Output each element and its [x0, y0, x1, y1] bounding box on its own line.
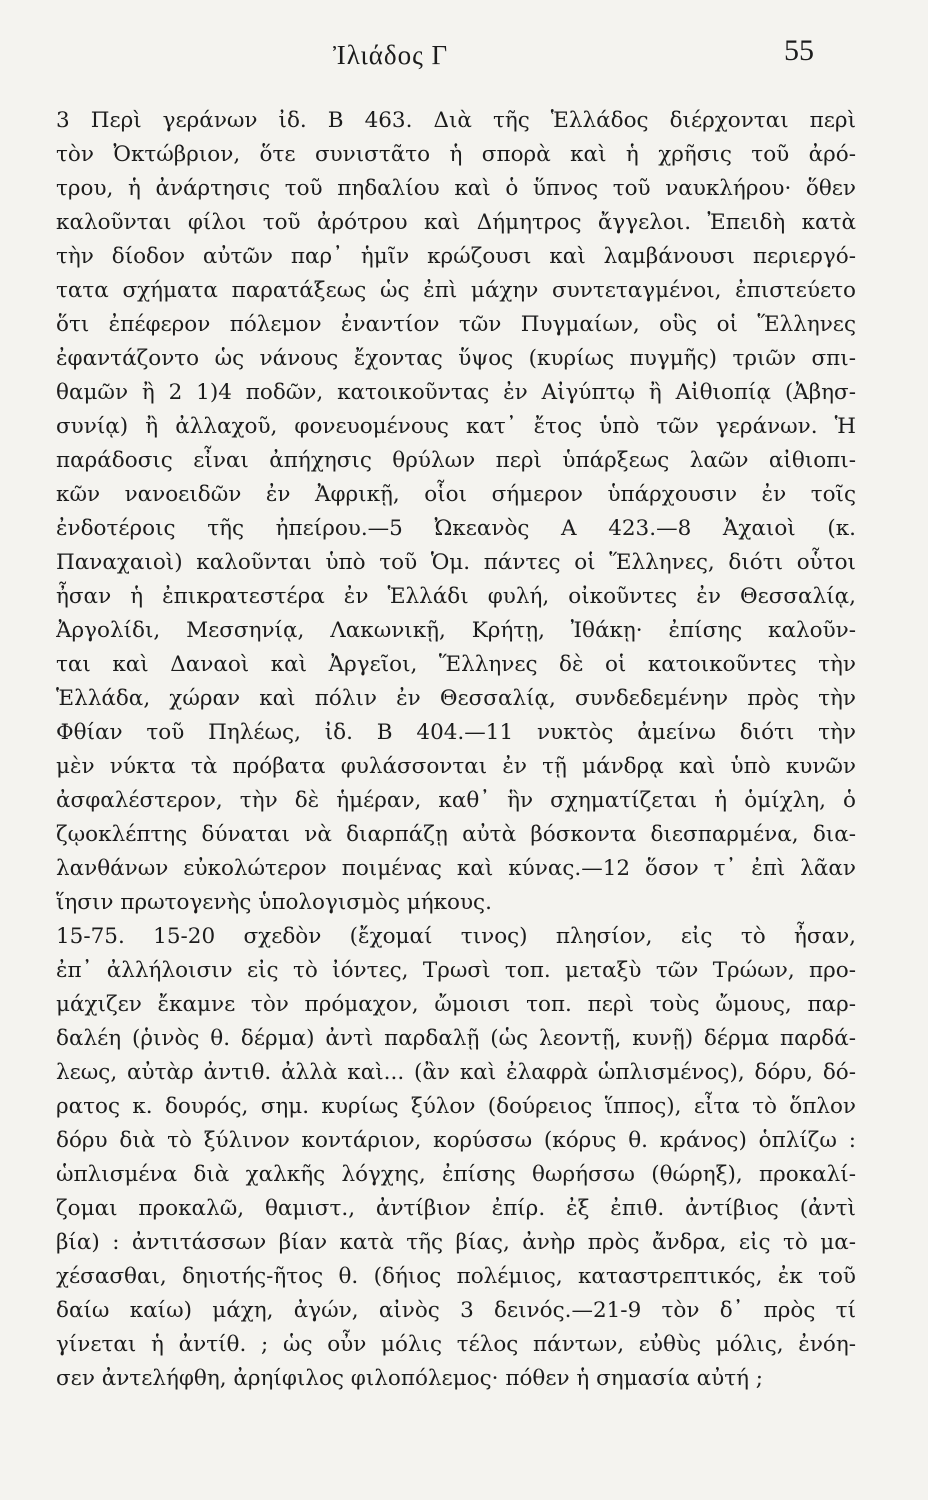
text-line: ἐφαντάζοντο ὡς νάνους ἔχοντας ὕψος (κυρίως πυγμῆς) τριῶν σπι- — [56, 346, 856, 371]
text-line: ται καὶ Δαναοὶ καὶ Ἀργεῖοι, Ἕλληνες δὲ οἱ κατοικοῦντες τὴν — [56, 652, 856, 677]
text-line: μάχιζεν ἔκαμνε τὸν πρόμαχον, ὤμοισι τοπ. περὶ τοὺς ὤμους, παρ- — [56, 992, 856, 1017]
text-line: τατα σχήματα παρατάξεως ὡς ἐπὶ μάχην συντεταγμένοι, ἐπιστεύετο — [56, 278, 856, 303]
text-line: δαίω καίω) μάχη, ἀγών, αἰνὸς 3 δεινός.—21-9 τὸν δ᾽ πρὸς τί — [56, 1298, 856, 1323]
text-line: μὲν νύκτα τὰ πρόβατα φυλάσσονται ἐν τῇ μάνδρᾳ καὶ ὑπὸ κυνῶν — [56, 754, 856, 779]
text-line: Παναχαιοὶ) καλοῦνται ὑπὸ τοῦ Ὁμ. πάντες οἱ Ἕλληνες, διότι οὗτοι — [56, 550, 856, 575]
text-line: συνίᾳ) ἢ ἀλλαχοῦ, φονευομένους κατ᾽ ἔτος ὑπὸ τῶν γεράνων. Ἡ — [56, 414, 856, 439]
text-line: λεως, αὐτὰρ ἀντιθ. ἀλλὰ καὶ... (ἂν καὶ ἐλαφρὰ ὡπλισμένος), δόρυ, δό- — [56, 1060, 856, 1085]
page-number: 55 — [784, 34, 814, 67]
text-line: ἐπ᾽ ἀλλήλοισιν εἰς τὸ ἰόντες, Τρωσὶ τοπ. μεταξὺ τῶν Τρώων, προ- — [56, 958, 856, 983]
text-line: Φθίαν τοῦ Πηλέως, ἰδ. Β 404.—11 νυκτὸς ἀμείνω διότι τὴν — [56, 720, 856, 745]
text-line: δόρυ διὰ τὸ ξύλινον κοντάριον, κορύσσω (κόρυς θ. κράνος) ὁπλίζω : — [56, 1128, 856, 1153]
text-line: τὴν δίοδον αὐτῶν παρ᾽ ἡμῖν κρώζουσι καὶ λαμβάνουσι περιεργό- — [56, 244, 856, 269]
text-line: ἀσφαλέστερον, τὴν δὲ ἡμέραν, καθ᾽ ἣν σχηματίζεται ἡ ὁμίχλη, ὁ — [56, 788, 856, 813]
text-line: Ἀργολίδι, Μεσσηνίᾳ, Λακωνικῇ, Κρήτῃ, Ἰθάκῃ· ἐπίσης καλοῦν- — [56, 618, 856, 643]
text-line: 15-75. 15-20 σχεδὸν (ἔχομαί τινος) πλησίον, εἰς τὸ ἦσαν, — [56, 924, 856, 949]
text-line: ἦσαν ἡ ἐπικρατεστέρα ἐν Ἑλλάδι φυλή, οἰκοῦντες ἐν Θεσσαλίᾳ, — [56, 584, 856, 609]
text-line: Ἑλλάδα, χώραν καὶ πόλιν ἐν Θεσσαλίᾳ, συνδεδεμένην πρὸς τὴν — [56, 686, 856, 711]
text-line: καλοῦνται φίλοι τοῦ ἀρότρου καὶ Δήμητρος ἄγγελοι. Ἐπειδὴ κατὰ — [56, 210, 856, 235]
text-line: ὡπλισμένα διὰ χαλκῆς λόγχης, ἐπίσης θωρήσσω (θώρηξ), προκαλί- — [56, 1162, 856, 1187]
text-line: γίνεται ἡ ἀντίθ. ; ὡς οὖν μόλις τέλος πάντων, εὐθὺς μόλις, ἐνόη- — [56, 1332, 856, 1357]
text-line: τρου, ἡ ἀνάρτησις τοῦ πηδαλίου καὶ ὁ ὕπνος τοῦ ναυκλήρου· ὅθεν — [56, 176, 856, 201]
text-line: κῶν νανοειδῶν ἐν Ἀφρικῇ, οἷοι σήμερον ὑπάρχουσιν ἐν τοῖς — [56, 482, 856, 507]
text-line: 3 Περὶ γεράνων ἰδ. Β 463. Διὰ τῆς Ἑλλάδος διέρχονται περὶ — [56, 108, 856, 133]
text-line: ὅτι ἐπέφερον πόλεμον ἐναντίον τῶν Πυγμαίων, οὓς οἱ Ἕλληνες — [56, 312, 856, 337]
text-line: σεν ἀντελήφθη, ἀρηίφιλος φιλοπόλεμος· πόθεν ἡ σημασία αὐτή ; — [56, 1366, 764, 1391]
text-line: ἐνδοτέροις τῆς ἠπείρου.—5 Ὠκεανὸς Α 423.—8 Ἀχαιοὶ (κ. — [56, 516, 856, 541]
text-line: ἵησιν πρωτογενὴς ὑπολογισμὸς μήκους. — [56, 890, 492, 915]
running-title: Ἰλιάδος Γ — [333, 40, 449, 70]
text-line: παράδοσις εἶναι ἀπήχησις θρύλων περὶ ὑπάρξεως λαῶν αἰθιοπι- — [56, 448, 856, 473]
text-line: τὸν Ὀκτώβριον, ὅτε συνιστᾶτο ἡ σπορὰ καὶ ἡ χρῆσις τοῦ ἀρό- — [56, 142, 856, 167]
text-line: χέσασθαι, δηιοτής-ῆτος θ. (δήιος πολέμιος, καταστρεπτικός, ἐκ τοῦ — [56, 1264, 856, 1289]
text-line: δαλέη (ῥινὸς θ. δέρμα) ἀντὶ παρδαλῇ (ὡς λεοντῇ, κυνῇ) δέρμα παρδά- — [56, 1026, 856, 1051]
commentary-text — [56, 104, 856, 1396]
page-header — [0, 34, 928, 74]
text-line: ρατος κ. δουρός, σημ. κυρίως ξύλον (δούρειος ἵππος), εἶτα τὸ ὅπλον — [56, 1094, 856, 1119]
text-line: ζῳοκλέπτης δύναται νὰ διαρπάζῃ αὐτὰ βόσκοντα διεσπαρμένα, δια- — [56, 822, 856, 847]
text-line: λανθάνων εὐκολώτερον ποιμένας καὶ κύνας.—12 ὅσον τ᾽ ἐπὶ λᾶαν — [56, 856, 856, 881]
text-line: ζομαι προκαλῶ, θαμιστ., ἀντίβιον ἐπίρ. ἐξ ἐπιθ. ἀντίβιος (ἀντὶ — [56, 1196, 856, 1221]
text-line: θαμῶν ἢ 2 1)4 ποδῶν, κατοικοῦντας ἐν Αἰγύπτῳ ἢ Αἰθιοπίᾳ (Ἀβησ- — [56, 380, 856, 405]
text-line: βία) : ἀντιτάσσων βίαν κατὰ τῆς βίας, ἀνὴρ πρὸς ἄνδρα, εἰς τὸ μα- — [56, 1230, 856, 1255]
